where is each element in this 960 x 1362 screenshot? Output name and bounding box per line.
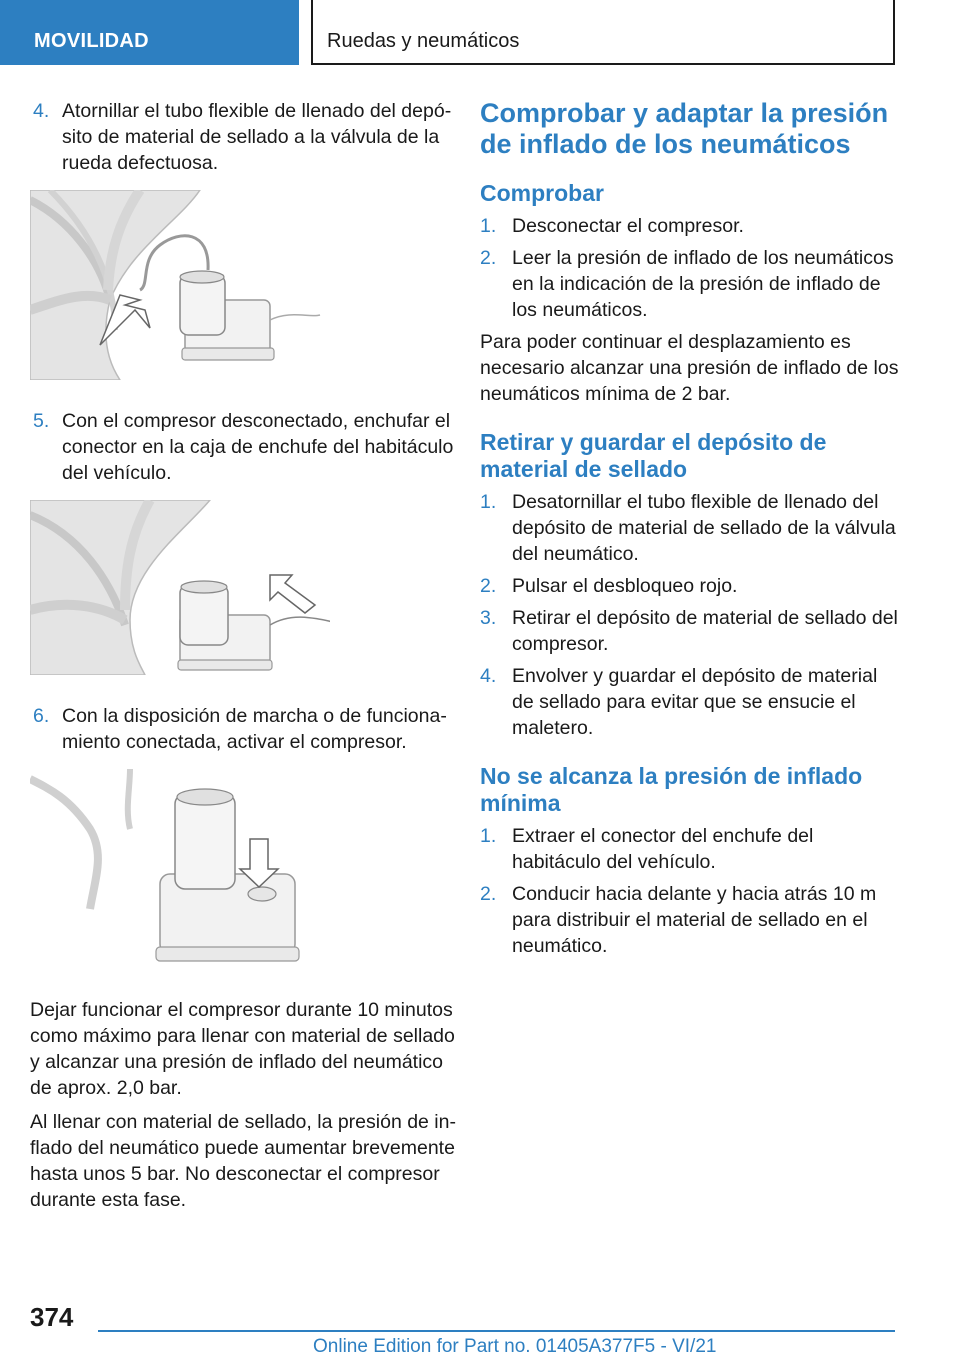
step-number: 1. (480, 215, 497, 237)
wheel-rim-graphic (30, 190, 200, 380)
list-item (30, 98, 460, 176)
step-number: 6. (33, 705, 50, 727)
illustration-compressor-switch (30, 769, 330, 969)
left-column (30, 98, 460, 1221)
subsection-heading: Retirar y guardar el depósito de material de sellado (480, 429, 827, 482)
step-text: Extraer el conector del enchufe del habitáculo del vehículo. (512, 825, 814, 873)
section-tab (0, 0, 299, 65)
list-item (480, 663, 900, 741)
illustration-compressor-valve (30, 190, 330, 380)
chapter-label: Ruedas y neumáticos (327, 30, 520, 52)
paragraph: Para poder continuar el desplazamiento es necesario alcanzar una presión de inflado de los neumáticos mínima de 2 bar. (480, 331, 899, 405)
list-item (30, 408, 460, 486)
step-text: Leer la presión de inflado de los neumáticos en la indicación de la presión de inflado de los neumáticos. (512, 247, 894, 321)
step-number: 1. (480, 825, 497, 847)
list-item (480, 823, 900, 875)
paragraph: Dejar funcionar el compresor durante 10 minutos como máximo para llenar con material de sellado y alcanzar una presión de inflado del neumático de aprox. 2,0 bar. (30, 999, 455, 1099)
step-text: Con la disposición de marcha o de funcionamiento conectada, activar el compresor. (62, 705, 447, 753)
step-number: 2. (480, 247, 497, 269)
section-title: Comprobar y adaptar la presión de inflado de los neumáticos (480, 98, 889, 159)
step-text: Desconectar el compresor. (512, 215, 744, 237)
list-item (480, 489, 900, 567)
list-item (480, 245, 900, 323)
step-text: Conducir hacia delante y hacia atrás 10 m para distribuir el material de sellado en el neumático. (512, 883, 877, 957)
step-text: Envolver y guardar el depósito de material de sellado para evitar que se ensucie el maletero. (512, 665, 878, 739)
step-number: 1. (480, 491, 497, 513)
step-number: 3. (480, 607, 497, 629)
compressor-graphic (178, 581, 330, 670)
step-text: Con el compresor desconectado, enchufar el conector en la caja de enchufe del habitáculo del vehículo. (62, 410, 454, 484)
step-number: 5. (33, 410, 50, 432)
list-item (480, 213, 900, 239)
step-number: 4. (480, 665, 497, 687)
down-arrow-icon (270, 575, 315, 613)
step-number: 2. (480, 575, 497, 597)
compressor-graphic (156, 789, 299, 961)
step-number: 2. (480, 883, 497, 905)
compressor-graphic (180, 271, 320, 360)
list-item (480, 605, 900, 657)
step-number: 4. (33, 100, 50, 122)
step-text: Atornillar el tubo flexible de llenado del depósito de material de sellado a la válvula de la rueda defectuosa. (62, 100, 452, 174)
paragraph: Al llenar con material de sellado, la presión de inflado del neumático puede aumentar brevemente hasta unos 5 bar. No desconectar el compresor durante esta fase. (30, 1111, 456, 1211)
step-text: Pulsar el desbloqueo rojo. (512, 575, 738, 597)
illustration-compressor-plug (30, 500, 330, 675)
chapter-header (311, 0, 895, 65)
subsection-heading: Comprobar (480, 180, 604, 206)
step-text: Desatornillar el tubo flexible de llenado del depósito de material de sellado de la válvula del neumático. (512, 491, 896, 565)
section-label: MOVILIDAD (34, 30, 149, 52)
subsection-heading: No se alcanza la presión de inflado mínima (480, 763, 863, 816)
list-item (480, 881, 900, 959)
list-item (480, 573, 900, 599)
page-number: 374 (30, 1302, 74, 1332)
footer-divider (98, 1330, 895, 1332)
right-column (480, 98, 900, 965)
step-text: Retirar el depósito de material de sellado del compresor. (512, 607, 898, 655)
edition-link[interactable]: Online Edition for Part no. 01405A377F5 - VI/21 (313, 1336, 717, 1357)
list-item (30, 703, 460, 755)
